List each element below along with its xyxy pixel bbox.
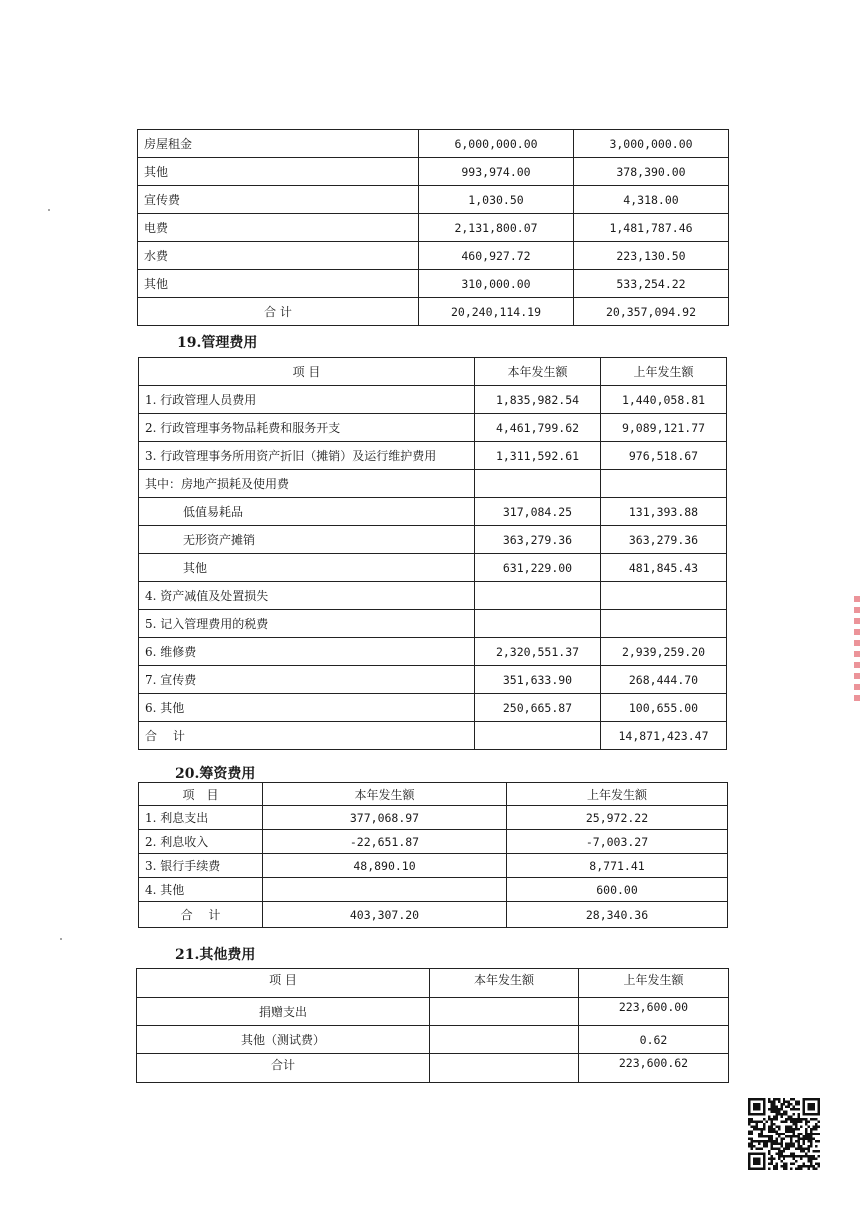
current-year-value: 363,279.36 [475, 526, 601, 554]
prior-year-value: 378,390.00 [574, 158, 729, 186]
prior-year-value: 268,444.70 [601, 666, 727, 694]
header-current-year: 本年发生额 [263, 783, 507, 806]
prior-year-value: 363,279.36 [601, 526, 727, 554]
header-row [139, 358, 727, 386]
current-year-total [475, 722, 601, 750]
table-row [139, 554, 727, 582]
row-label: 1. 行政管理人员费用 [139, 386, 475, 414]
current-year-value: 1,030.50 [419, 186, 574, 214]
current-year-value: 1,311,592.61 [475, 442, 601, 470]
row-label: 3. 行政管理事务所用资产折旧（摊销）及运行维护费用 [139, 442, 475, 470]
current-year-value [430, 998, 579, 1026]
table-row [139, 498, 727, 526]
current-year-value: 460,927.72 [419, 242, 574, 270]
header-item: 项 目 [139, 783, 263, 806]
row-label: 其他 [139, 554, 475, 582]
prior-year-total: 223,600.62 [579, 1054, 729, 1083]
row-label: 2. 利息收入 [139, 830, 263, 854]
table-row [138, 214, 729, 242]
row-label: 其中：房地产损耗及使用费 [139, 470, 475, 498]
current-year-value: 993,974.00 [419, 158, 574, 186]
table-row [138, 158, 729, 186]
prior-year-total: 20,357,094.92 [574, 298, 729, 326]
table-row [139, 414, 727, 442]
other-expenses-table [136, 968, 729, 1083]
total-label: 合计 [137, 1054, 430, 1083]
current-year-value: 1,835,982.54 [475, 386, 601, 414]
current-year-value [475, 470, 601, 498]
prior-year-value: 100,655.00 [601, 694, 727, 722]
table-row [139, 694, 727, 722]
row-label: 低值易耗品 [139, 498, 475, 526]
table-row [138, 242, 729, 270]
prior-year-value: 4,318.00 [574, 186, 729, 214]
current-year-total: 20,240,114.19 [419, 298, 574, 326]
row-label: 宣传费 [138, 186, 419, 214]
header-prior-year: 上年发生额 [601, 358, 727, 386]
current-year-value: 48,890.10 [263, 854, 507, 878]
admin-expenses-table [138, 357, 727, 750]
row-label: 无形资产摊销 [139, 526, 475, 554]
total-label: 合 计 [139, 722, 475, 750]
prior-year-value: 2,939,259.20 [601, 638, 727, 666]
row-label: 5. 记入管理费用的税费 [139, 610, 475, 638]
current-year-total [430, 1054, 579, 1083]
prior-year-value: 3,000,000.00 [574, 130, 729, 158]
total-row [139, 722, 727, 750]
scan-speck [60, 938, 62, 940]
current-year-value: 377,068.97 [263, 806, 507, 830]
row-label: 其他（测试费） [137, 1026, 430, 1054]
current-year-value: 2,131,800.07 [419, 214, 574, 242]
header-row [137, 969, 729, 998]
table-row [139, 386, 727, 414]
table-row [138, 270, 729, 298]
section-title-financing-expenses: 20.筹资费用 [175, 766, 256, 782]
header-prior-year: 上年发生额 [507, 783, 728, 806]
row-label: 4. 其他 [139, 878, 263, 902]
table-row [139, 442, 727, 470]
table-row [139, 638, 727, 666]
table-row [138, 186, 729, 214]
prior-year-value: 0.62 [579, 1026, 729, 1054]
header-row [139, 783, 728, 806]
current-year-value: 351,633.90 [475, 666, 601, 694]
current-year-value: 631,229.00 [475, 554, 601, 582]
current-year-total: 403,307.20 [263, 902, 507, 928]
total-label: 合 计 [138, 298, 419, 326]
row-label: 4. 资产减值及处置损失 [139, 582, 475, 610]
prior-year-value: 533,254.22 [574, 270, 729, 298]
section-title-admin-expenses: 19.管理费用 [177, 335, 258, 351]
current-year-value: -22,651.87 [263, 830, 507, 854]
table-row [139, 526, 727, 554]
row-label: 其他 [138, 270, 419, 298]
financing-expenses-table [138, 782, 728, 928]
header-current-year: 本年发生额 [430, 969, 579, 998]
current-year-value: 2,320,551.37 [475, 638, 601, 666]
row-label: 水费 [138, 242, 419, 270]
table-row [137, 998, 729, 1026]
row-label: 其他 [138, 158, 419, 186]
section-title-other-expenses: 21.其他费用 [175, 947, 256, 963]
scan-speck [48, 209, 50, 211]
prior-year-value [601, 470, 727, 498]
table-row [139, 806, 728, 830]
total-row [138, 298, 729, 326]
row-label: 捐赠支出 [137, 998, 430, 1026]
header-item: 项 目 [137, 969, 430, 998]
prior-year-value: 976,518.67 [601, 442, 727, 470]
table-row [139, 666, 727, 694]
table-row [139, 470, 727, 498]
prior-year-value: 481,845.43 [601, 554, 727, 582]
total-row [139, 902, 728, 928]
current-year-value: 6,000,000.00 [419, 130, 574, 158]
total-row [137, 1054, 729, 1083]
prior-year-value: 1,440,058.81 [601, 386, 727, 414]
row-label: 1. 利息支出 [139, 806, 263, 830]
current-year-value [475, 582, 601, 610]
stamp-edge [854, 596, 860, 706]
prior-year-value: -7,003.27 [507, 830, 728, 854]
header-current-year: 本年发生额 [475, 358, 601, 386]
row-label: 6. 其他 [139, 694, 475, 722]
table-row [139, 854, 728, 878]
table-row [139, 610, 727, 638]
header-item: 项 目 [139, 358, 475, 386]
current-year-value: 4,461,799.62 [475, 414, 601, 442]
prior-year-value: 600.00 [507, 878, 728, 902]
header-prior-year: 上年发生额 [579, 969, 729, 998]
table-row [137, 1026, 729, 1054]
current-year-value [430, 1026, 579, 1054]
prior-year-total: 14,871,423.47 [601, 722, 727, 750]
row-label: 房屋租金 [138, 130, 419, 158]
table-row [138, 130, 729, 158]
prior-year-value [601, 610, 727, 638]
current-year-value [475, 610, 601, 638]
table-row [139, 878, 728, 902]
prior-year-value: 8,771.41 [507, 854, 728, 878]
prior-year-value [601, 582, 727, 610]
row-label: 6. 维修费 [139, 638, 475, 666]
prior-year-value: 223,130.50 [574, 242, 729, 270]
table-row [139, 830, 728, 854]
row-label: 3. 银行手续费 [139, 854, 263, 878]
prior-year-value: 25,972.22 [507, 806, 728, 830]
prior-year-total: 28,340.36 [507, 902, 728, 928]
row-label: 7. 宣传费 [139, 666, 475, 694]
prior-year-value: 223,600.00 [579, 998, 729, 1026]
qr-code-icon [748, 1098, 820, 1170]
table-row [139, 582, 727, 610]
row-label: 2. 行政管理事务物品耗费和服务开支 [139, 414, 475, 442]
current-year-value [263, 878, 507, 902]
prior-year-value: 1,481,787.46 [574, 214, 729, 242]
current-year-value: 317,084.25 [475, 498, 601, 526]
prior-year-value: 131,393.88 [601, 498, 727, 526]
expense-continuation-table [137, 129, 729, 326]
current-year-value: 310,000.00 [419, 270, 574, 298]
prior-year-value: 9,089,121.77 [601, 414, 727, 442]
row-label: 电费 [138, 214, 419, 242]
current-year-value: 250,665.87 [475, 694, 601, 722]
total-label: 合 计 [139, 902, 263, 928]
